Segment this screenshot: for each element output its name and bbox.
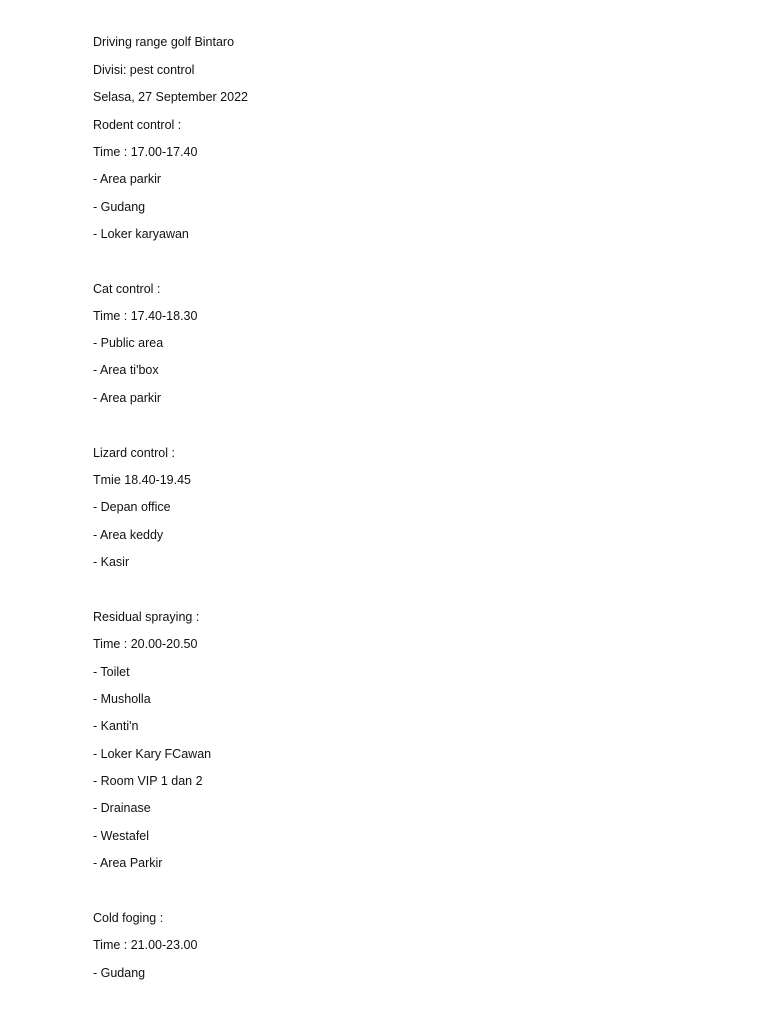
list-item: - Kasir [93,555,130,569]
list-item: - Westafel [93,829,150,843]
time-line-residual: Time : 20.00-20.50 [93,637,198,651]
document-title: Driving range golf Bintaro [93,35,235,49]
list-item: - Gudang [93,200,146,214]
date-line: Selasa, 27 September 2022 [93,90,248,104]
list-item: - Public area [93,336,164,350]
list-item: - Area parkir [93,172,162,186]
section-heading-lizard: Lizard control : [93,446,175,460]
list-item: - Kanti'n [93,719,139,733]
list-item: - Room VIP 1 dan 2 [93,774,203,788]
section-heading-cold-fogging: Cold foging : [93,911,164,925]
list-item: - Musholla [93,692,151,706]
section-heading-cat: Cat control : [93,282,161,296]
list-item: - Loker Kary FCawan [93,747,212,761]
list-item: - Area parkir [93,391,162,405]
time-line-cat: Time : 17.40-18.30 [93,309,198,323]
list-item: - Loker karyawan [93,227,189,241]
list-item: - Gudang [93,966,146,980]
list-item: - Drainase [93,801,151,815]
time-line-lizard: Tmie 18.40-19.45 [93,473,191,487]
division-line: Divisi: pest control [93,63,195,77]
list-item: - Area keddy [93,528,164,542]
list-item: - Area ti'box [93,363,159,377]
time-line-rodent: Time : 17.00-17.40 [93,145,198,159]
time-line-cold-fogging: Time : 21.00-23.00 [93,938,198,952]
list-item: - Depan office [93,500,171,514]
section-heading-rodent: Rodent control : [93,118,182,132]
list-item: - Toilet [93,665,130,679]
section-heading-residual: Residual spraying : [93,610,200,624]
list-item: - Area Parkir [93,856,163,870]
